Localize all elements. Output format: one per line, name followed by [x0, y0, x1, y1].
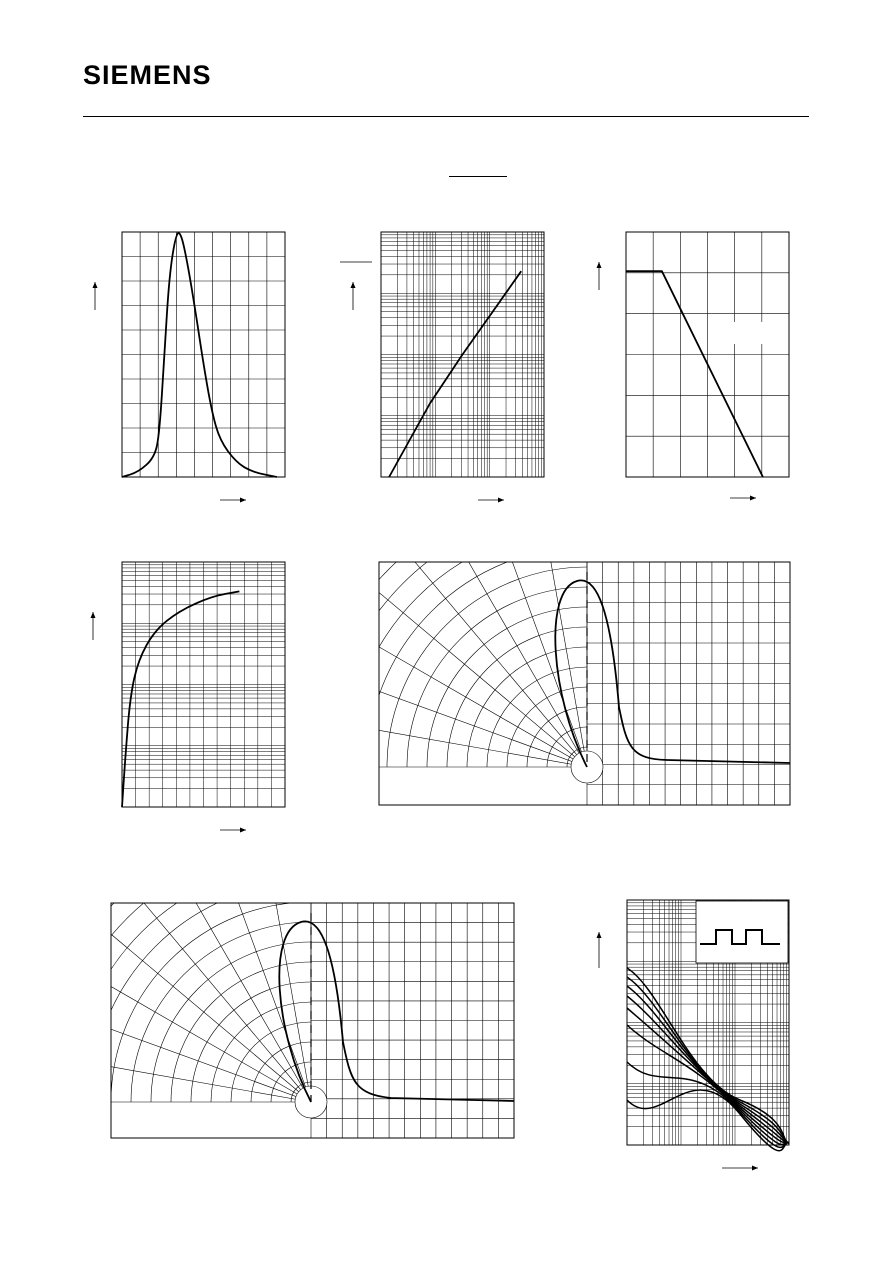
y-axis-arrow	[597, 262, 602, 290]
siemens-logo: SIEMENS	[83, 60, 212, 90]
arrow-head	[597, 932, 602, 938]
y-axis-arrow	[597, 932, 602, 968]
polar-spoke	[208, 820, 311, 1102]
series-line-6	[627, 1062, 789, 1147]
x-axis-arrow	[220, 828, 246, 833]
y-axis-arrow	[93, 282, 98, 310]
chart-saturation	[122, 562, 285, 807]
chart-pulse	[627, 900, 789, 1151]
label-mask	[734, 322, 764, 344]
polar-grid	[11, 802, 514, 1138]
arrow-head	[240, 498, 246, 503]
series-line-1	[627, 977, 789, 1143]
chart-polar-1	[287, 467, 790, 805]
arrow-head	[498, 498, 504, 503]
arrow-head	[752, 1166, 758, 1171]
x-axis-arrow	[220, 498, 246, 503]
series-line	[122, 233, 277, 477]
series-line	[389, 271, 521, 477]
polar-grid	[287, 467, 790, 805]
radiation-lobe	[555, 580, 790, 767]
arrow-head	[351, 282, 356, 288]
arrow-head	[91, 612, 96, 618]
chart-spectral	[122, 232, 285, 477]
arrow-head	[93, 282, 98, 288]
polar-arc	[51, 842, 311, 1102]
polar-spoke	[484, 485, 587, 767]
polar-spoke	[437, 507, 587, 767]
arrow-head	[597, 262, 602, 268]
polar-spoke	[16, 1050, 311, 1102]
polar-arc	[31, 822, 311, 1102]
chart-polar-2	[11, 802, 514, 1138]
arrow-head	[750, 496, 756, 501]
polar-spoke	[51, 952, 311, 1102]
series-line	[122, 591, 239, 807]
chart-derating	[626, 232, 789, 477]
polar-spoke	[292, 715, 587, 767]
chart-loglog-1	[381, 232, 544, 477]
polar-arc	[71, 862, 311, 1102]
polar-spoke	[161, 842, 311, 1102]
y-axis-arrow	[351, 282, 356, 310]
x-axis-arrow	[730, 496, 756, 501]
series-line	[626, 271, 763, 477]
y-axis-arrow	[91, 612, 96, 640]
x-axis-arrow	[478, 498, 504, 503]
pulse-inset	[696, 901, 788, 963]
x-axis-arrow	[722, 1166, 758, 1171]
polar-spoke	[327, 617, 587, 767]
polar-spoke	[535, 472, 587, 767]
arrow-head	[240, 828, 246, 833]
radiation-lobe	[279, 921, 514, 1102]
polar-spoke	[305, 664, 587, 767]
polar-arc	[327, 507, 587, 767]
polar-arc	[307, 487, 587, 767]
polar-spoke	[29, 999, 311, 1102]
polar-spoke	[259, 807, 311, 1102]
series-line-2	[627, 986, 789, 1143]
